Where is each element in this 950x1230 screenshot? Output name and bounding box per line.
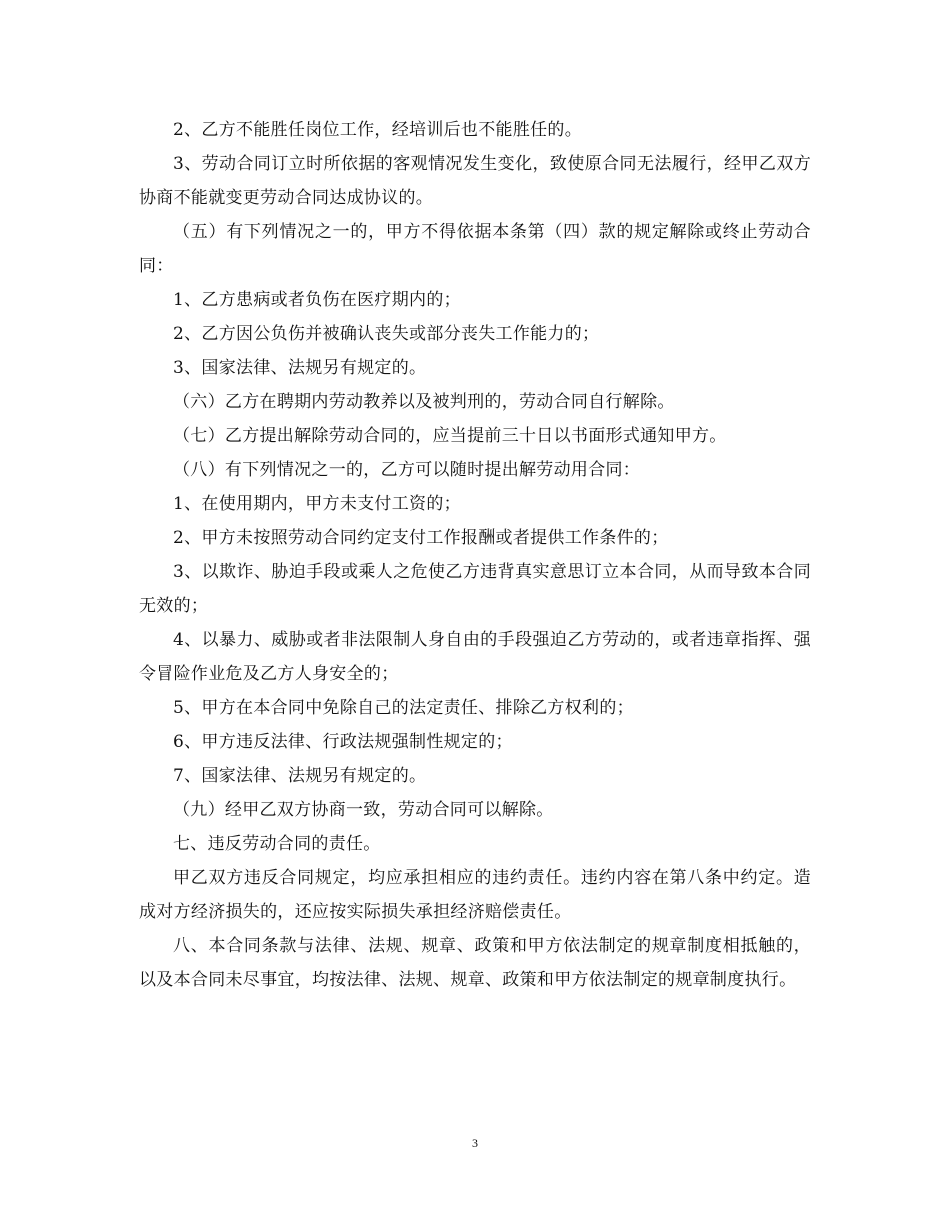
paragraph-5: 2、乙方因公负伤并被确认丧失或部分丧失工作能力的； bbox=[173, 324, 600, 344]
paragraph-15: 6、甲方违反法律、行政法规强制性规定的； bbox=[173, 732, 513, 752]
paragraph-16: 7、国家法律、法规另有规定的。 bbox=[173, 766, 427, 786]
paragraph-3: （五）有下列情况之一的，甲方不得依据本条第（四）款的规定解除或终止劳动合同： bbox=[139, 222, 811, 276]
paragraph-17: （九）经甲乙双方协商一致，劳动合同可以解除。 bbox=[173, 800, 554, 820]
paragraph-13: 4、以暴力、威胁或者非法限制人身自由的手段强迫乙方劳动的，或者违章指挥、强令冒险作业危及乙方人身安全的； bbox=[139, 630, 811, 684]
paragraph-19: 甲乙双方违反合同规定，均应承担相应的违约责任。违约内容在第八条中约定。造成对方经济损失的，还应按实际损失承担经济赔偿责任。 bbox=[139, 868, 811, 922]
paragraph-4: 1、乙方患病或者负伤在医疗期内的； bbox=[173, 290, 461, 310]
paragraph-9: （八）有下列情况之一的，乙方可以随时提出解劳动用合同： bbox=[173, 460, 641, 480]
paragraph-6: 3、国家法律、法规另有规定的。 bbox=[173, 358, 427, 378]
paragraph-20: 八、本合同条款与法律、法规、规章、政策和甲方依法制定的规章制度相抵触的，以及本合同未尽事宜，均按法律、法规、规章、政策和甲方依法制定的规章制度执行。 bbox=[139, 936, 811, 990]
paragraph-11: 2、甲方未按照劳动合同约定支付工作报酬或者提供工作条件的； bbox=[173, 528, 669, 548]
paragraph-2: 3、劳动合同订立时所依据的客观情况发生变化，致使原合同无法履行，经甲乙双方协商不能就变更劳动合同达成协议的。 bbox=[139, 154, 811, 208]
paragraph-1: 2、乙方不能胜任岗位工作，经培训后也不能胜任的。 bbox=[173, 120, 583, 140]
paragraph-10: 1、在使用期内，甲方未支付工资的； bbox=[173, 494, 461, 514]
paragraph-14: 5、甲方在本合同中免除自己的法定责任、排除乙方权利的； bbox=[173, 698, 634, 718]
paragraph-12: 3、以欺诈、胁迫手段或乘人之危使乙方违背真实意思订立本合同，从而导致本合同无效的； bbox=[139, 562, 811, 616]
paragraph-18: 七、违反劳动合同的责任。 bbox=[173, 834, 381, 854]
page-number: 3 bbox=[472, 1136, 478, 1150]
paragraph-8: （七）乙方提出解除劳动合同的，应当提前三十日以书面形式通知甲方。 bbox=[173, 426, 727, 446]
paragraph-7: （六）乙方在聘期内劳动教养以及被判刑的，劳动合同自行解除。 bbox=[173, 392, 675, 412]
document-body bbox=[139, 113, 811, 997]
